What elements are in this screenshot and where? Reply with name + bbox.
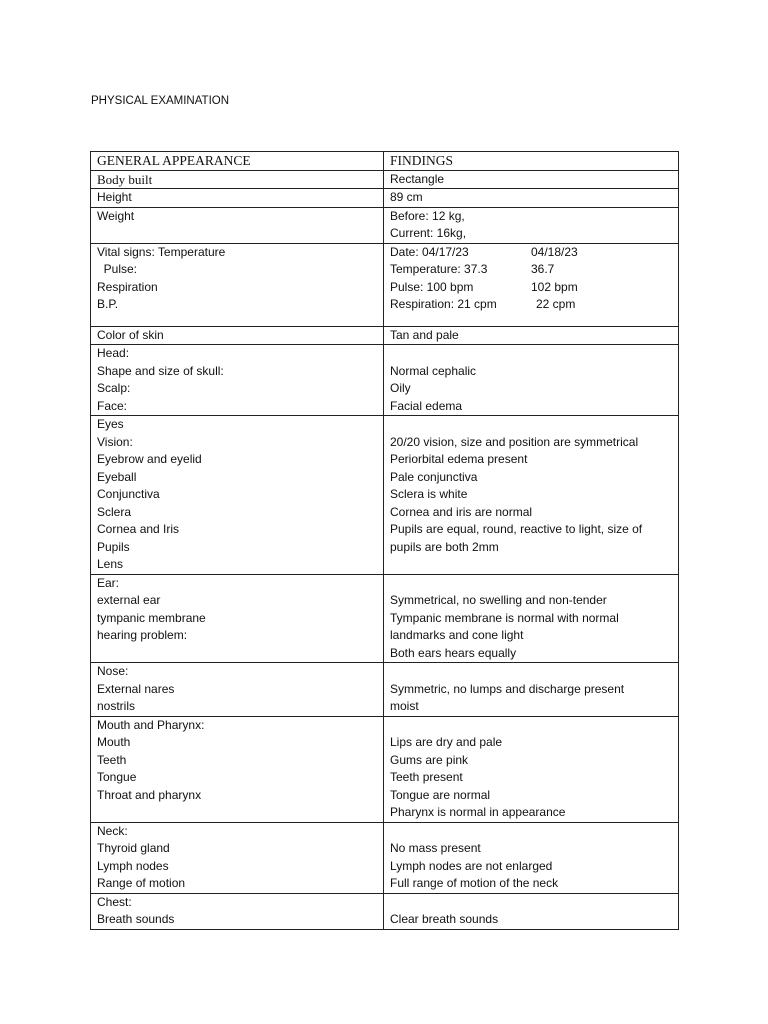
neck-value-2: Lymph nodes are not enlarged (390, 858, 553, 873)
eyes-label-0: Eyes (97, 417, 124, 431)
nose-value-1: Symmetric, no lumps and discharge present (390, 681, 625, 696)
weight-label (91, 207, 384, 243)
chest-label-0: Chest: (97, 894, 132, 909)
eyes-value-5: Cornea and iris are normal (390, 504, 533, 519)
nose-labels (91, 663, 384, 717)
table-row (91, 893, 679, 929)
eyes-label-8: Lens (97, 557, 124, 571)
eyes-label-6: Cornea and Iris (97, 522, 180, 536)
body-built-value: Rectangle (384, 170, 679, 189)
eyes-label-1: Vision: (97, 434, 133, 449)
height-value: 89 cm (384, 189, 679, 208)
table-row (91, 416, 679, 575)
eyes-value-2: Periorbital edema present (390, 452, 528, 466)
neck-values (384, 822, 679, 893)
header-findings: FINDINGS (384, 152, 679, 171)
table-header-row (91, 152, 679, 171)
head-label-3: Face: (97, 398, 128, 413)
weight-label-text: Weight (97, 208, 135, 223)
ear-value-4: Both ears hears equally (390, 645, 517, 660)
head-labels (91, 345, 384, 416)
ear-labels (91, 574, 384, 663)
ear-value-0 (390, 575, 672, 593)
ear-label-0: Ear: (97, 575, 120, 590)
eyes-label-3: Eyeball (97, 469, 137, 484)
mouth-label-2: Teeth (97, 752, 127, 767)
table-row (91, 189, 679, 208)
neck-labels (91, 822, 384, 893)
mouth-label-1: Mouth (97, 735, 131, 749)
ear-label-1: external ear (97, 593, 161, 607)
vitals-pulse-2: 102 bpm (531, 279, 578, 294)
mouth-value-1: Lips are dry and pale (390, 735, 503, 749)
eyes-values (384, 416, 679, 575)
ear-value-3: landmarks and cone light (390, 628, 524, 642)
vitals-values (384, 243, 679, 326)
vitals-date-1: Date: 04/17/23 (390, 244, 469, 259)
table-row (91, 716, 679, 822)
table-row (91, 345, 679, 416)
vitals-label-temperature: Vital signs: Temperature (97, 244, 226, 259)
nose-label-0: Nose: (97, 664, 129, 678)
table-row (91, 207, 679, 243)
eyes-value-6: Pupils are equal, round, reactive to light, size of (390, 522, 643, 536)
chest-value-0 (390, 894, 672, 912)
vitals-temp-1: Temperature: 37.3 (390, 262, 488, 276)
neck-label-0: Neck: (97, 823, 128, 838)
ear-label-2: tympanic membrane (97, 610, 206, 625)
ear-value-1: Symmetrical, no swelling and non-tender (390, 593, 607, 607)
head-value-2: Oily (390, 381, 411, 395)
header-general-appearance: GENERAL APPEARANCE (91, 152, 384, 171)
table-row (91, 663, 679, 717)
table-row (91, 326, 679, 345)
mouth-label-3: Tongue (97, 770, 137, 784)
eyes-value-1: 20/20 vision, size and position are symmetrical (390, 434, 639, 449)
head-values (384, 345, 679, 416)
mouth-value-5: Pharynx is normal in appearance (390, 805, 566, 819)
eyes-value-0 (390, 416, 672, 434)
eyes-value-8 (390, 556, 672, 574)
chest-label-1: Breath sounds (97, 912, 175, 926)
head-label-2: Scalp: (97, 381, 131, 395)
skin-label: Color of skin (91, 326, 384, 345)
mouth-label-5 (97, 804, 377, 822)
ear-label-4 (97, 645, 377, 663)
head-value-0 (390, 345, 672, 363)
neck-label-3: Range of motion (97, 876, 186, 890)
vitals-label-bp: B.P. (97, 297, 119, 311)
ear-value-2: Tympanic membrane is normal with normal (390, 610, 619, 625)
head-value-1: Normal cephalic (390, 363, 477, 378)
eyes-label-7: Pupils (97, 539, 130, 554)
vitals-pulse-line (390, 279, 672, 297)
ear-label-3: hearing problem: (97, 628, 188, 642)
weight-current: Current: 16kg, (390, 226, 467, 240)
head-value-3: Facial edema (390, 398, 463, 413)
table-row (91, 243, 679, 326)
vitals-date-line (390, 244, 672, 262)
neck-value-0 (390, 823, 672, 841)
vitals-label-pulse: Pulse: (97, 262, 138, 276)
mouth-labels (91, 716, 384, 822)
vitals-pulse-1: Pulse: 100 bpm (390, 279, 474, 294)
chest-labels (91, 893, 384, 929)
neck-label-1: Thyroid gland (97, 841, 170, 855)
table-row (91, 170, 679, 189)
body-built-label: Body built (91, 170, 384, 189)
physical-exam-table (90, 151, 679, 930)
eyes-value-4: Sclera is white (390, 487, 468, 501)
vitals-date-2: 04/18/23 (531, 244, 578, 259)
mouth-label-4: Throat and pharynx (97, 787, 202, 802)
table-row (91, 822, 679, 893)
head-label-1: Shape and size of skull: (97, 363, 224, 378)
mouth-label-0: Mouth and Pharynx: (97, 717, 205, 732)
neck-value-3: Full range of motion of the neck (390, 876, 559, 890)
nose-label-2: nostrils (97, 699, 136, 713)
chest-value-1: Clear breath sounds (390, 912, 499, 926)
vitals-label-respiration: Respiration (97, 279, 158, 294)
eyes-label-4: Conjunctiva (97, 487, 160, 501)
eyes-value-3: Pale conjunctiva (390, 469, 478, 484)
vitals-resp-line (390, 296, 672, 314)
skin-value: Tan and pale (384, 326, 679, 345)
mouth-values (384, 716, 679, 822)
head-label-0: Head: (97, 346, 130, 360)
vitals-labels (91, 243, 384, 326)
nose-label-1: External nares (97, 681, 175, 696)
nose-value-2: moist (390, 699, 419, 713)
nose-values (384, 663, 679, 717)
page-title: PHYSICAL EXAMINATION (91, 95, 230, 107)
mouth-value-4: Tongue are normal (390, 787, 491, 802)
mouth-value-3: Teeth present (390, 770, 463, 784)
mouth-value-0 (390, 717, 672, 735)
vitals-resp-1: Respiration: 21 cpm (390, 297, 497, 311)
weight-value (384, 207, 679, 243)
eyes-label-2: Eyebrow and eyelid (97, 452, 202, 466)
neck-value-1: No mass present (390, 841, 481, 855)
eyes-labels (91, 416, 384, 575)
mouth-value-2: Gums are pink (390, 752, 469, 767)
table-row (91, 574, 679, 663)
vitals-resp-2: 22 cpm (536, 297, 576, 311)
eyes-value-7: pupils are both 2mm (390, 539, 499, 554)
vitals-temp-2: 36.7 (531, 262, 555, 276)
weight-before: Before: 12 kg, (390, 208, 465, 223)
eyes-label-5: Sclera (97, 504, 132, 519)
neck-label-2: Lymph nodes (97, 858, 169, 873)
vitals-temp-line (390, 261, 672, 279)
chest-values (384, 893, 679, 929)
ear-values (384, 574, 679, 663)
nose-value-0 (390, 663, 672, 681)
height-label: Height (91, 189, 384, 208)
